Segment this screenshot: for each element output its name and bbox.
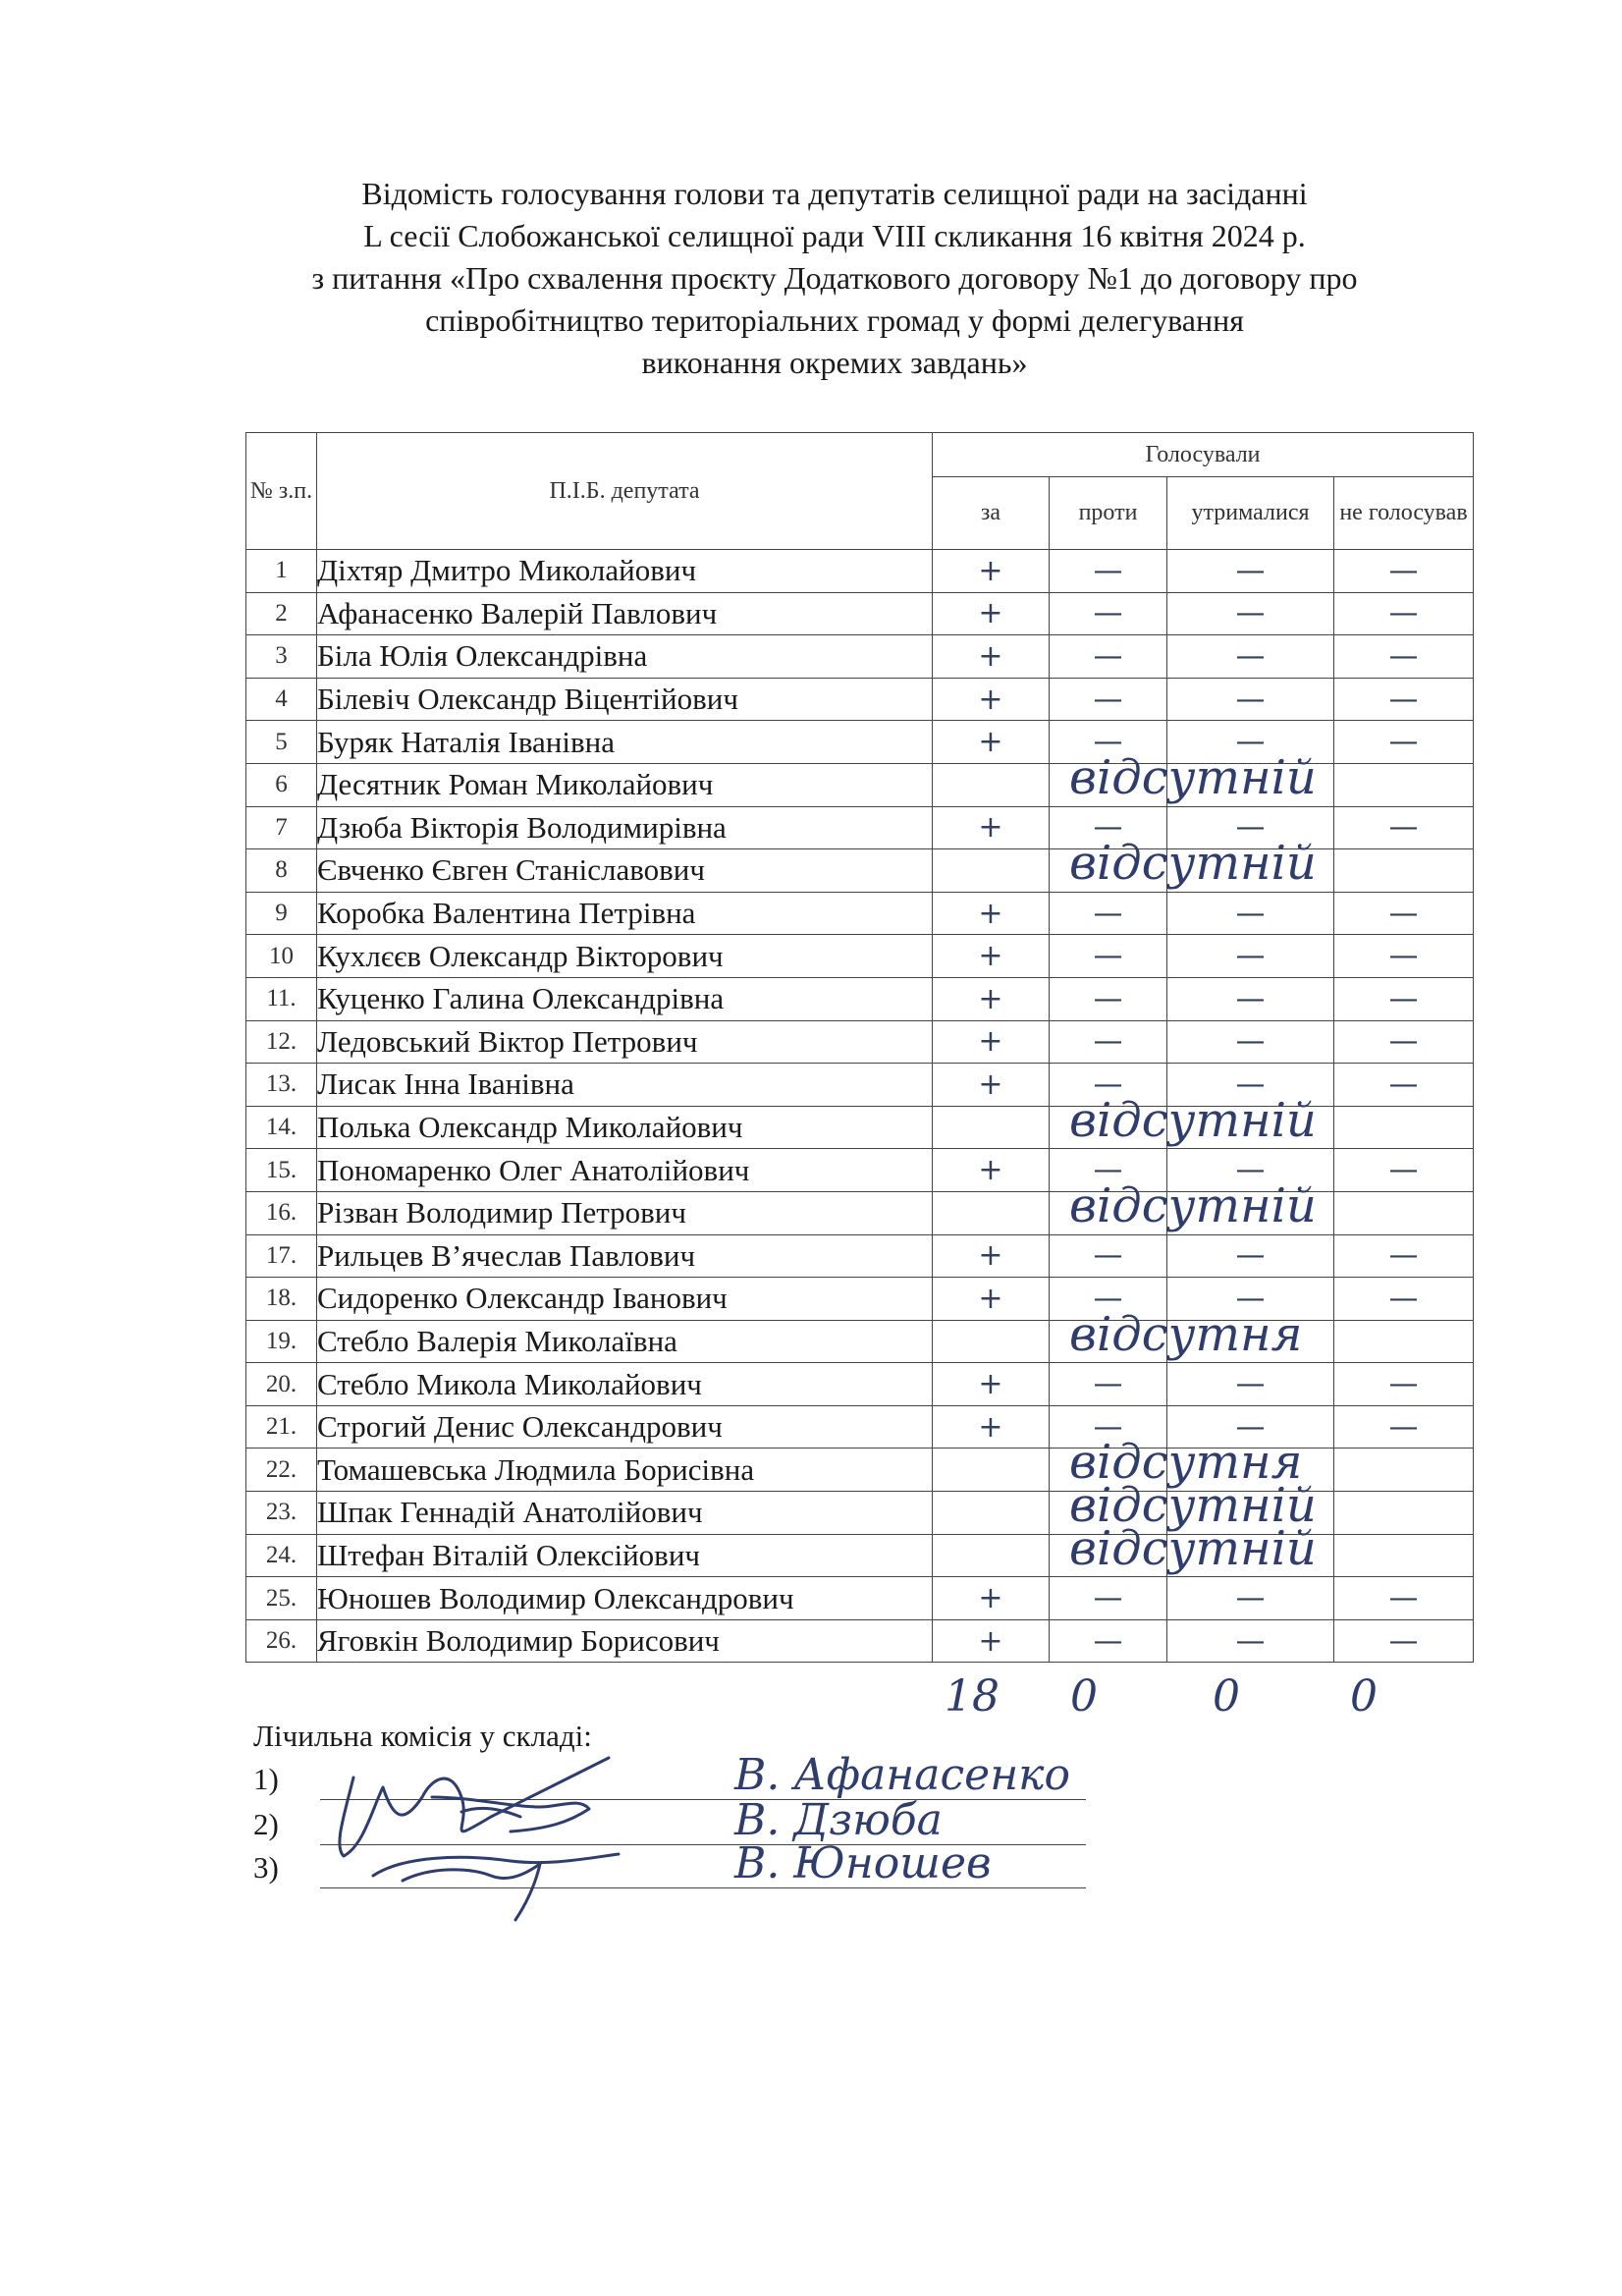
vote-not-voted-mark [1334, 1534, 1474, 1577]
vote-not-voted-mark: — [1334, 935, 1474, 978]
row-number: 24. [246, 1534, 317, 1577]
vote-against-mark: — [1050, 592, 1167, 635]
vote-not-voted-mark: — [1334, 1619, 1474, 1663]
vote-against-mark [1050, 1306, 1303, 1363]
vote-abstained-mark [1167, 1449, 1334, 1492]
table-row [246, 721, 1474, 764]
vote-against-mark: — [1050, 678, 1167, 721]
handwritten-signatures [314, 1738, 727, 1925]
absent-note: відсутній [1069, 1092, 1317, 1148]
title-line-3: з питання «Про схвалення проєкту Додаткового договору №1 до договору про [311, 260, 1358, 296]
total-abstained: 0 [1213, 1671, 1240, 1722]
deputy-name: Ледовський Віктор Петрович [317, 1020, 933, 1064]
row-number: 7 [246, 806, 317, 849]
vote-against-mark: — [1050, 721, 1167, 764]
vote-not-voted-mark [1334, 849, 1474, 893]
commission-member-3 [253, 1838, 992, 1893]
row-number: 18. [246, 1278, 317, 1321]
vote-for-mark: + [933, 721, 1050, 764]
vote-against-mark: — [1050, 635, 1167, 679]
row-number: 4 [246, 678, 317, 721]
row-number: 3 [246, 635, 317, 679]
title-line-2: L сесії Слобожанської селищної ради VIII скликання 16 квітня 2024 р. [363, 218, 1306, 253]
table-row [246, 1534, 1474, 1577]
table-row [246, 550, 1474, 593]
deputy-name: Яговкін Володимир Борисович [317, 1619, 933, 1663]
header-not-voted: не голосував [1334, 477, 1474, 550]
vote-for-mark [933, 1191, 1050, 1234]
total-for: 18 [945, 1671, 1000, 1722]
absent-note: відсутній [1069, 1478, 1317, 1534]
vote-abstained-mark: — [1167, 1149, 1334, 1192]
vote-abstained-mark [1167, 763, 1334, 806]
vote-not-voted-mark [1334, 1449, 1474, 1492]
vote-not-voted-mark: — [1334, 721, 1474, 764]
vote-for-mark: + [933, 678, 1050, 721]
absent-note: відсутній [1069, 1177, 1317, 1233]
vote-against-mark: — [1050, 1619, 1167, 1663]
vote-totals [245, 1671, 1473, 1721]
deputy-name: Коробка Валентина Петрівна [317, 892, 933, 935]
table-row [246, 763, 1474, 806]
vote-not-voted-mark: — [1334, 1577, 1474, 1620]
vote-against-mark [1050, 1092, 1317, 1149]
vote-for-mark [933, 1106, 1050, 1149]
vote-abstained-mark: — [1167, 635, 1334, 679]
row-number: 1 [246, 550, 317, 593]
deputy-name: Рильцев В’ячеслав Павлович [317, 1234, 933, 1278]
row-number: 19. [246, 1320, 317, 1363]
commission-label: Лічильна комісія у складі: [253, 1719, 592, 1753]
table-row [246, 1449, 1474, 1492]
vote-for-mark: + [933, 935, 1050, 978]
table-row [246, 849, 1474, 893]
row-number: 20. [246, 1363, 317, 1406]
vote-for-mark: + [933, 806, 1050, 849]
absent-note: відсутня [1069, 1306, 1303, 1362]
vote-against-mark [1050, 1177, 1317, 1234]
vote-for-mark: + [933, 1577, 1050, 1620]
vote-for-mark [933, 1449, 1050, 1492]
vote-for-mark: + [933, 635, 1050, 679]
vote-abstained-mark: — [1167, 977, 1334, 1020]
deputy-name: Томашевська Людмила Борисівна [317, 1449, 933, 1492]
vote-for-mark [933, 763, 1050, 806]
commission-member-1 [253, 1750, 1070, 1805]
vote-abstained-mark [1167, 849, 1334, 893]
vote-for-mark: + [933, 1020, 1050, 1064]
vote-for-mark: + [933, 892, 1050, 935]
absent-note: відсутня [1069, 1435, 1303, 1491]
row-number: 12. [246, 1020, 317, 1064]
vote-not-voted-mark [1334, 1191, 1474, 1234]
commission-number: 2) [253, 1807, 279, 1841]
vote-abstained-mark: — [1167, 935, 1334, 978]
row-number: 6 [246, 763, 317, 806]
vote-for-mark: + [933, 592, 1050, 635]
deputy-name: Стебло Микола Миколайович [317, 1363, 933, 1406]
deputy-name: Біла Юлія Олександрівна [317, 635, 933, 679]
vote-not-voted-mark: — [1334, 1278, 1474, 1321]
table-row [246, 1234, 1474, 1278]
absent-note: відсутній [1069, 836, 1317, 892]
deputy-name: Сидоренко Олександр Іванович [317, 1278, 933, 1321]
table-row [246, 678, 1474, 721]
vote-abstained-mark: — [1167, 1405, 1334, 1449]
row-number: 26. [246, 1619, 317, 1663]
title-line-1: Відомість голосування голови та депутатів селищної ради на засіданні [361, 176, 1308, 211]
vote-abstained-mark: — [1167, 721, 1334, 764]
row-number: 11. [246, 977, 317, 1020]
document-title [196, 173, 1473, 384]
header-name: П.І.Б. депутата [317, 433, 933, 550]
vote-for-mark: + [933, 977, 1050, 1020]
vote-against-mark: — [1050, 550, 1167, 593]
vote-for-mark [933, 1492, 1050, 1535]
table-row [246, 1492, 1474, 1535]
vote-abstained-mark: — [1167, 1619, 1334, 1663]
vote-not-voted-mark: — [1334, 1149, 1474, 1192]
commission-member-name: В. Афанасенко [734, 1750, 1070, 1800]
header-abstained: утрималися [1167, 477, 1334, 550]
commission-number: 1) [253, 1762, 279, 1796]
deputy-name: Стебло Валерія Миколаївна [317, 1320, 933, 1363]
deputy-name: Десятник Роман Миколайович [317, 763, 933, 806]
vote-against-mark: — [1050, 1064, 1167, 1107]
vote-not-voted-mark: — [1334, 1363, 1474, 1406]
vote-abstained-mark: — [1167, 1577, 1334, 1620]
table-row [246, 1106, 1474, 1149]
vote-abstained-mark: — [1167, 1278, 1334, 1321]
table-row [246, 1619, 1474, 1663]
total-against: 0 [1070, 1671, 1098, 1722]
vote-abstained-mark: — [1167, 1020, 1334, 1064]
vote-not-voted-mark: — [1334, 678, 1474, 721]
vote-for-mark [933, 849, 1050, 893]
vote-for-mark: + [933, 550, 1050, 593]
deputy-name: Діхтяр Дмитро Миколайович [317, 550, 933, 593]
vote-abstained-mark [1167, 1191, 1334, 1234]
row-number: 23. [246, 1492, 317, 1535]
vote-not-voted-mark: — [1334, 977, 1474, 1020]
table-body [246, 550, 1474, 1663]
table-row [246, 1191, 1474, 1234]
vote-not-voted-mark [1334, 1492, 1474, 1535]
vote-abstained-mark: — [1167, 1363, 1334, 1406]
row-number: 17. [246, 1234, 317, 1278]
vote-against-mark [1050, 1435, 1303, 1492]
vote-not-voted-mark: — [1334, 1064, 1474, 1107]
table-row [246, 1278, 1474, 1321]
deputy-name: Штефан Віталій Олексійович [317, 1534, 933, 1577]
vote-against-mark [1050, 749, 1317, 806]
table-row [246, 1064, 1474, 1107]
title-line-5: виконання окремих завдань» [641, 345, 1028, 380]
table-row [246, 635, 1474, 679]
table-row [246, 1020, 1474, 1064]
vote-for-mark: + [933, 1405, 1050, 1449]
header-number: № з.п. [246, 433, 317, 550]
vote-against-mark [1050, 1478, 1317, 1535]
row-number: 5 [246, 721, 317, 764]
commission-number: 3) [253, 1850, 279, 1885]
commission-member-name: В. Дзюба [734, 1795, 943, 1845]
row-number: 21. [246, 1405, 317, 1449]
vote-not-voted-mark [1334, 1320, 1474, 1363]
table-row [246, 592, 1474, 635]
vote-not-voted-mark [1334, 763, 1474, 806]
table-row [246, 1363, 1474, 1406]
row-number: 10 [246, 935, 317, 978]
vote-not-voted-mark: — [1334, 806, 1474, 849]
deputy-name: Полька Олександр Миколайович [317, 1106, 933, 1149]
deputy-name: Євченко Євген Станіславович [317, 849, 933, 893]
vote-against-mark: — [1050, 1020, 1167, 1064]
vote-abstained-mark: — [1167, 678, 1334, 721]
absent-note: відсутній [1069, 1520, 1317, 1576]
vote-for-mark: + [933, 1064, 1050, 1107]
voting-table [245, 432, 1474, 1663]
vote-for-mark: + [933, 1619, 1050, 1663]
vote-against-mark: — [1050, 1234, 1167, 1278]
row-number: 2 [246, 592, 317, 635]
vote-for-mark [933, 1534, 1050, 1577]
row-number: 22. [246, 1449, 317, 1492]
vote-for-mark: + [933, 1234, 1050, 1278]
row-number: 9 [246, 892, 317, 935]
vote-abstained-mark: — [1167, 550, 1334, 593]
row-number: 16. [246, 1191, 317, 1234]
vote-against-mark: — [1050, 935, 1167, 978]
deputy-name: Куценко Галина Олександрівна [317, 977, 933, 1020]
vote-against-mark: — [1050, 1149, 1167, 1192]
deputy-name: Буряк Наталія Іванівна [317, 721, 933, 764]
row-number: 15. [246, 1149, 317, 1192]
vote-abstained-mark [1167, 1492, 1334, 1535]
vote-for-mark: + [933, 1149, 1050, 1192]
deputy-name: Кухлєєв Олександр Вікторович [317, 935, 933, 978]
vote-not-voted-mark: — [1334, 1234, 1474, 1278]
vote-against-mark: — [1050, 892, 1167, 935]
row-number: 14. [246, 1106, 317, 1149]
deputy-name: Білевіч Олександр Віцентійович [317, 678, 933, 721]
vote-abstained-mark [1167, 1534, 1334, 1577]
table-row [246, 1149, 1474, 1192]
deputy-name: Лисак Інна Іванівна [317, 1064, 933, 1107]
row-number: 13. [246, 1064, 317, 1107]
title-line-4: співробітництво територіальних громад у формі делегування [425, 302, 1244, 338]
vote-against-mark: — [1050, 1363, 1167, 1406]
deputy-name: Шпак Геннадій Анатолійович [317, 1492, 933, 1535]
deputy-name: Дзюба Вікторія Володимирівна [317, 806, 933, 849]
deputy-name: Пономаренко Олег Анатолійович [317, 1149, 933, 1192]
vote-for-mark: + [933, 1278, 1050, 1321]
vote-against-mark: — [1050, 1405, 1167, 1449]
table-row [246, 1577, 1474, 1620]
table-row [246, 1405, 1474, 1449]
vote-against-mark: — [1050, 806, 1167, 849]
table-row [246, 935, 1474, 978]
deputy-name: Афанасенко Валерій Павлович [317, 592, 933, 635]
vote-against-mark: — [1050, 1278, 1167, 1321]
header-against: проти [1050, 477, 1167, 550]
table-row [246, 1320, 1474, 1363]
vote-not-voted-mark [1334, 1106, 1474, 1149]
table-row [246, 806, 1474, 849]
vote-abstained-mark: — [1167, 806, 1334, 849]
commission-member-name: В. Юношев [734, 1838, 992, 1888]
vote-abstained-mark: — [1167, 1064, 1334, 1107]
vote-against-mark: — [1050, 977, 1167, 1020]
absent-note: відсутній [1069, 749, 1317, 805]
vote-not-voted-mark: — [1334, 550, 1474, 593]
vote-not-voted-mark: — [1334, 1405, 1474, 1449]
vote-against-mark: — [1050, 1577, 1167, 1620]
vote-not-voted-mark: — [1334, 592, 1474, 635]
vote-abstained-mark [1167, 1320, 1334, 1363]
header-for: за [933, 477, 1050, 550]
deputy-name: Різван Володимир Петрович [317, 1191, 933, 1234]
table-row [246, 977, 1474, 1020]
row-number: 8 [246, 849, 317, 893]
commission-member-2 [253, 1795, 943, 1850]
deputy-name: Юношев Володимир Олександрович [317, 1577, 933, 1620]
vote-against-mark [1050, 836, 1317, 893]
vote-against-mark [1050, 1520, 1317, 1577]
vote-for-mark: + [933, 1363, 1050, 1406]
row-number: 25. [246, 1577, 317, 1620]
table-row [246, 892, 1474, 935]
vote-not-voted-mark: — [1334, 892, 1474, 935]
header-voted: Голосували [933, 433, 1474, 477]
total-not-voted: 0 [1350, 1671, 1378, 1722]
vote-abstained-mark [1167, 1106, 1334, 1149]
vote-abstained-mark: — [1167, 1234, 1334, 1278]
vote-abstained-mark: — [1167, 592, 1334, 635]
vote-not-voted-mark: — [1334, 1020, 1474, 1064]
vote-abstained-mark: — [1167, 892, 1334, 935]
vote-for-mark [933, 1320, 1050, 1363]
vote-not-voted-mark: — [1334, 635, 1474, 679]
deputy-name: Строгий Денис Олександрович [317, 1405, 933, 1449]
